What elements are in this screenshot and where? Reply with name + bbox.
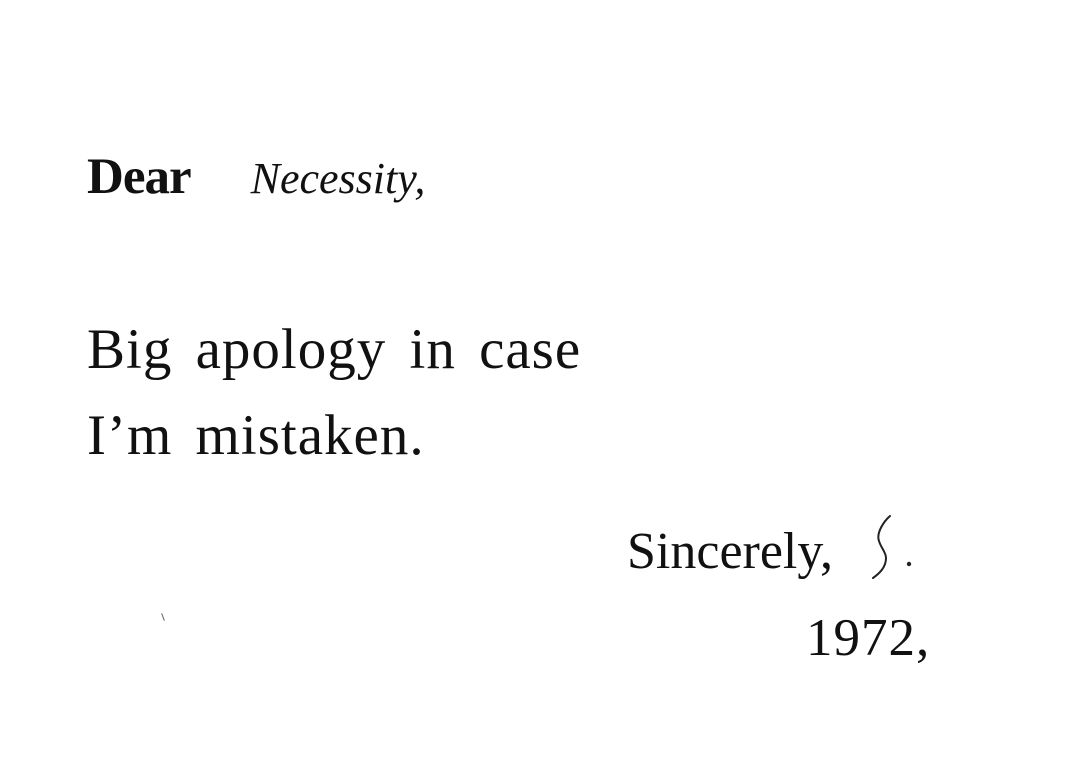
salutation-recipient: Necessity, bbox=[250, 154, 426, 203]
handwritten-s-signature-icon bbox=[868, 509, 924, 581]
message-line-1: Big apology in case bbox=[87, 318, 582, 381]
salutation bbox=[87, 149, 426, 205]
closing-text: Sincerely, bbox=[627, 523, 833, 580]
signature-stroke bbox=[873, 516, 890, 578]
message-line-2: I’m mistaken. bbox=[87, 404, 425, 467]
year-text: 1972, bbox=[806, 609, 931, 667]
signature-dot bbox=[907, 562, 911, 566]
paper-speck bbox=[161, 613, 165, 621]
salutation-greeting: Dear bbox=[87, 149, 191, 205]
message-body bbox=[87, 307, 581, 479]
